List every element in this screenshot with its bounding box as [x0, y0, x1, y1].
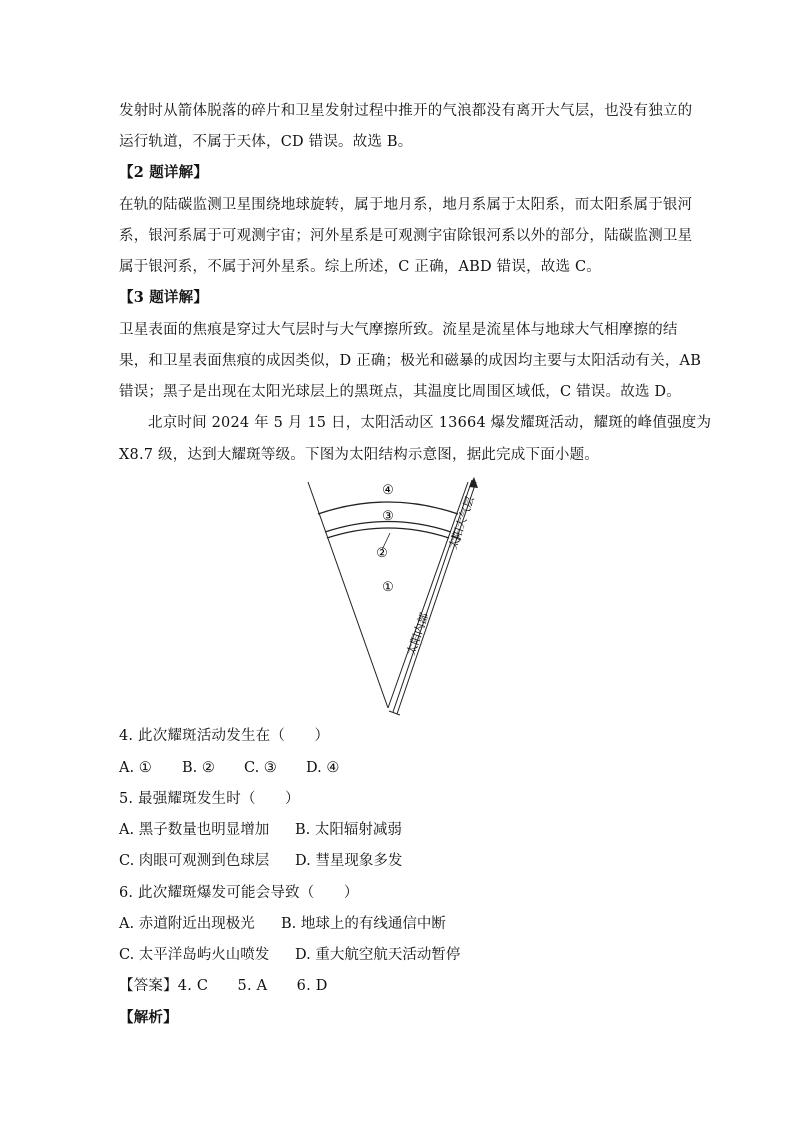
paragraph-line: 系，银河系属于可观测宇宙；河外星系是可观测宇宙除银河系以外的部分，陆碳监测卫星: [119, 228, 693, 244]
option-a[interactable]: A. 黑子数量也明显增加: [119, 822, 270, 838]
sun-structure-diagram: [296, 476, 496, 718]
option-b[interactable]: B. 太阳辐射减弱: [295, 822, 402, 838]
option-d[interactable]: D. 彗星现象多发: [295, 853, 403, 869]
paragraph-line: 卫星表面的焦痕是穿过大气层时与大气摩擦所致。流星是流星体与地球大气相摩擦的结: [119, 322, 678, 338]
side-label-atmosphere: 太阳大气层: [446, 494, 477, 551]
option-b[interactable]: B. 地球上的有线通信中断: [281, 916, 446, 932]
intro-line: X8.7 级，达到大耀斑等级。下图为太阳结构示意图，据此完成下面小题。: [119, 447, 599, 463]
layer-label-1: ①: [382, 580, 394, 595]
section-heading: 【3 题详解】: [119, 289, 209, 306]
option-d[interactable]: D. ④: [306, 760, 340, 776]
question-stem: 4. 此次耀斑活动发生在（ ）: [119, 728, 330, 744]
option-c[interactable]: C. ③: [244, 760, 277, 776]
intro-line: 北京时间 2024 年 5 月 15 日，太阳活动区 13664 爆发耀斑活动，耀斑的峰值强度为: [148, 415, 712, 431]
option-d[interactable]: D. 重大航空航天活动暂停: [295, 947, 461, 963]
paragraph-line: 运行轨道，不属于天体，CD 错误。故选 B。: [119, 134, 413, 150]
paragraph-line: 发射时从箭体脱落的碎片和卫星发射过程中推开的气浪都没有离开大气层，也没有独立的: [119, 103, 693, 119]
answer-line: 【答案】4. C 5. A 6. D: [119, 978, 328, 994]
paragraph-line: 属于银河系，不属于河外星系。综上所述，C 正确，ABD 错误，故选 C。: [119, 259, 601, 275]
paragraph-line: 在轨的陆碳监测卫星围绕地球旋转，属于地月系，地月系属于太阳系，而太阳系属于银河: [119, 197, 693, 213]
question-stem: 6. 此次耀斑爆发可能会导致（ ）: [119, 885, 359, 901]
analysis-heading: 【解析】: [119, 1009, 178, 1026]
layer-label-3: ③: [382, 509, 394, 524]
question-stem: 5. 最强耀斑发生时（ ）: [119, 791, 300, 807]
option-b[interactable]: B. ②: [182, 760, 215, 776]
option-c[interactable]: C. 肉眼可观测到色球层: [119, 853, 270, 869]
layer-label-4: ④: [382, 483, 394, 498]
section-heading: 【2 题详解】: [119, 164, 209, 181]
paragraph-line: 错误；黑子是出现在太阳光球层上的黑斑点，其温度比周围区域低，C 错误。故选 D。: [119, 384, 681, 400]
paragraph-line: 果，和卫星表面焦痕的成因类似，D 正确；极光和磁暴的成因均主要与太阳活动有关，AB: [119, 353, 702, 369]
side-label-interior: 太阳内部: [404, 611, 432, 657]
option-a[interactable]: A. 赤道附近出现极光: [119, 916, 255, 932]
layer-label-2: ②: [376, 546, 388, 561]
option-a[interactable]: A. ①: [119, 760, 152, 776]
option-c[interactable]: C. 太平洋岛屿火山喷发: [119, 947, 270, 963]
